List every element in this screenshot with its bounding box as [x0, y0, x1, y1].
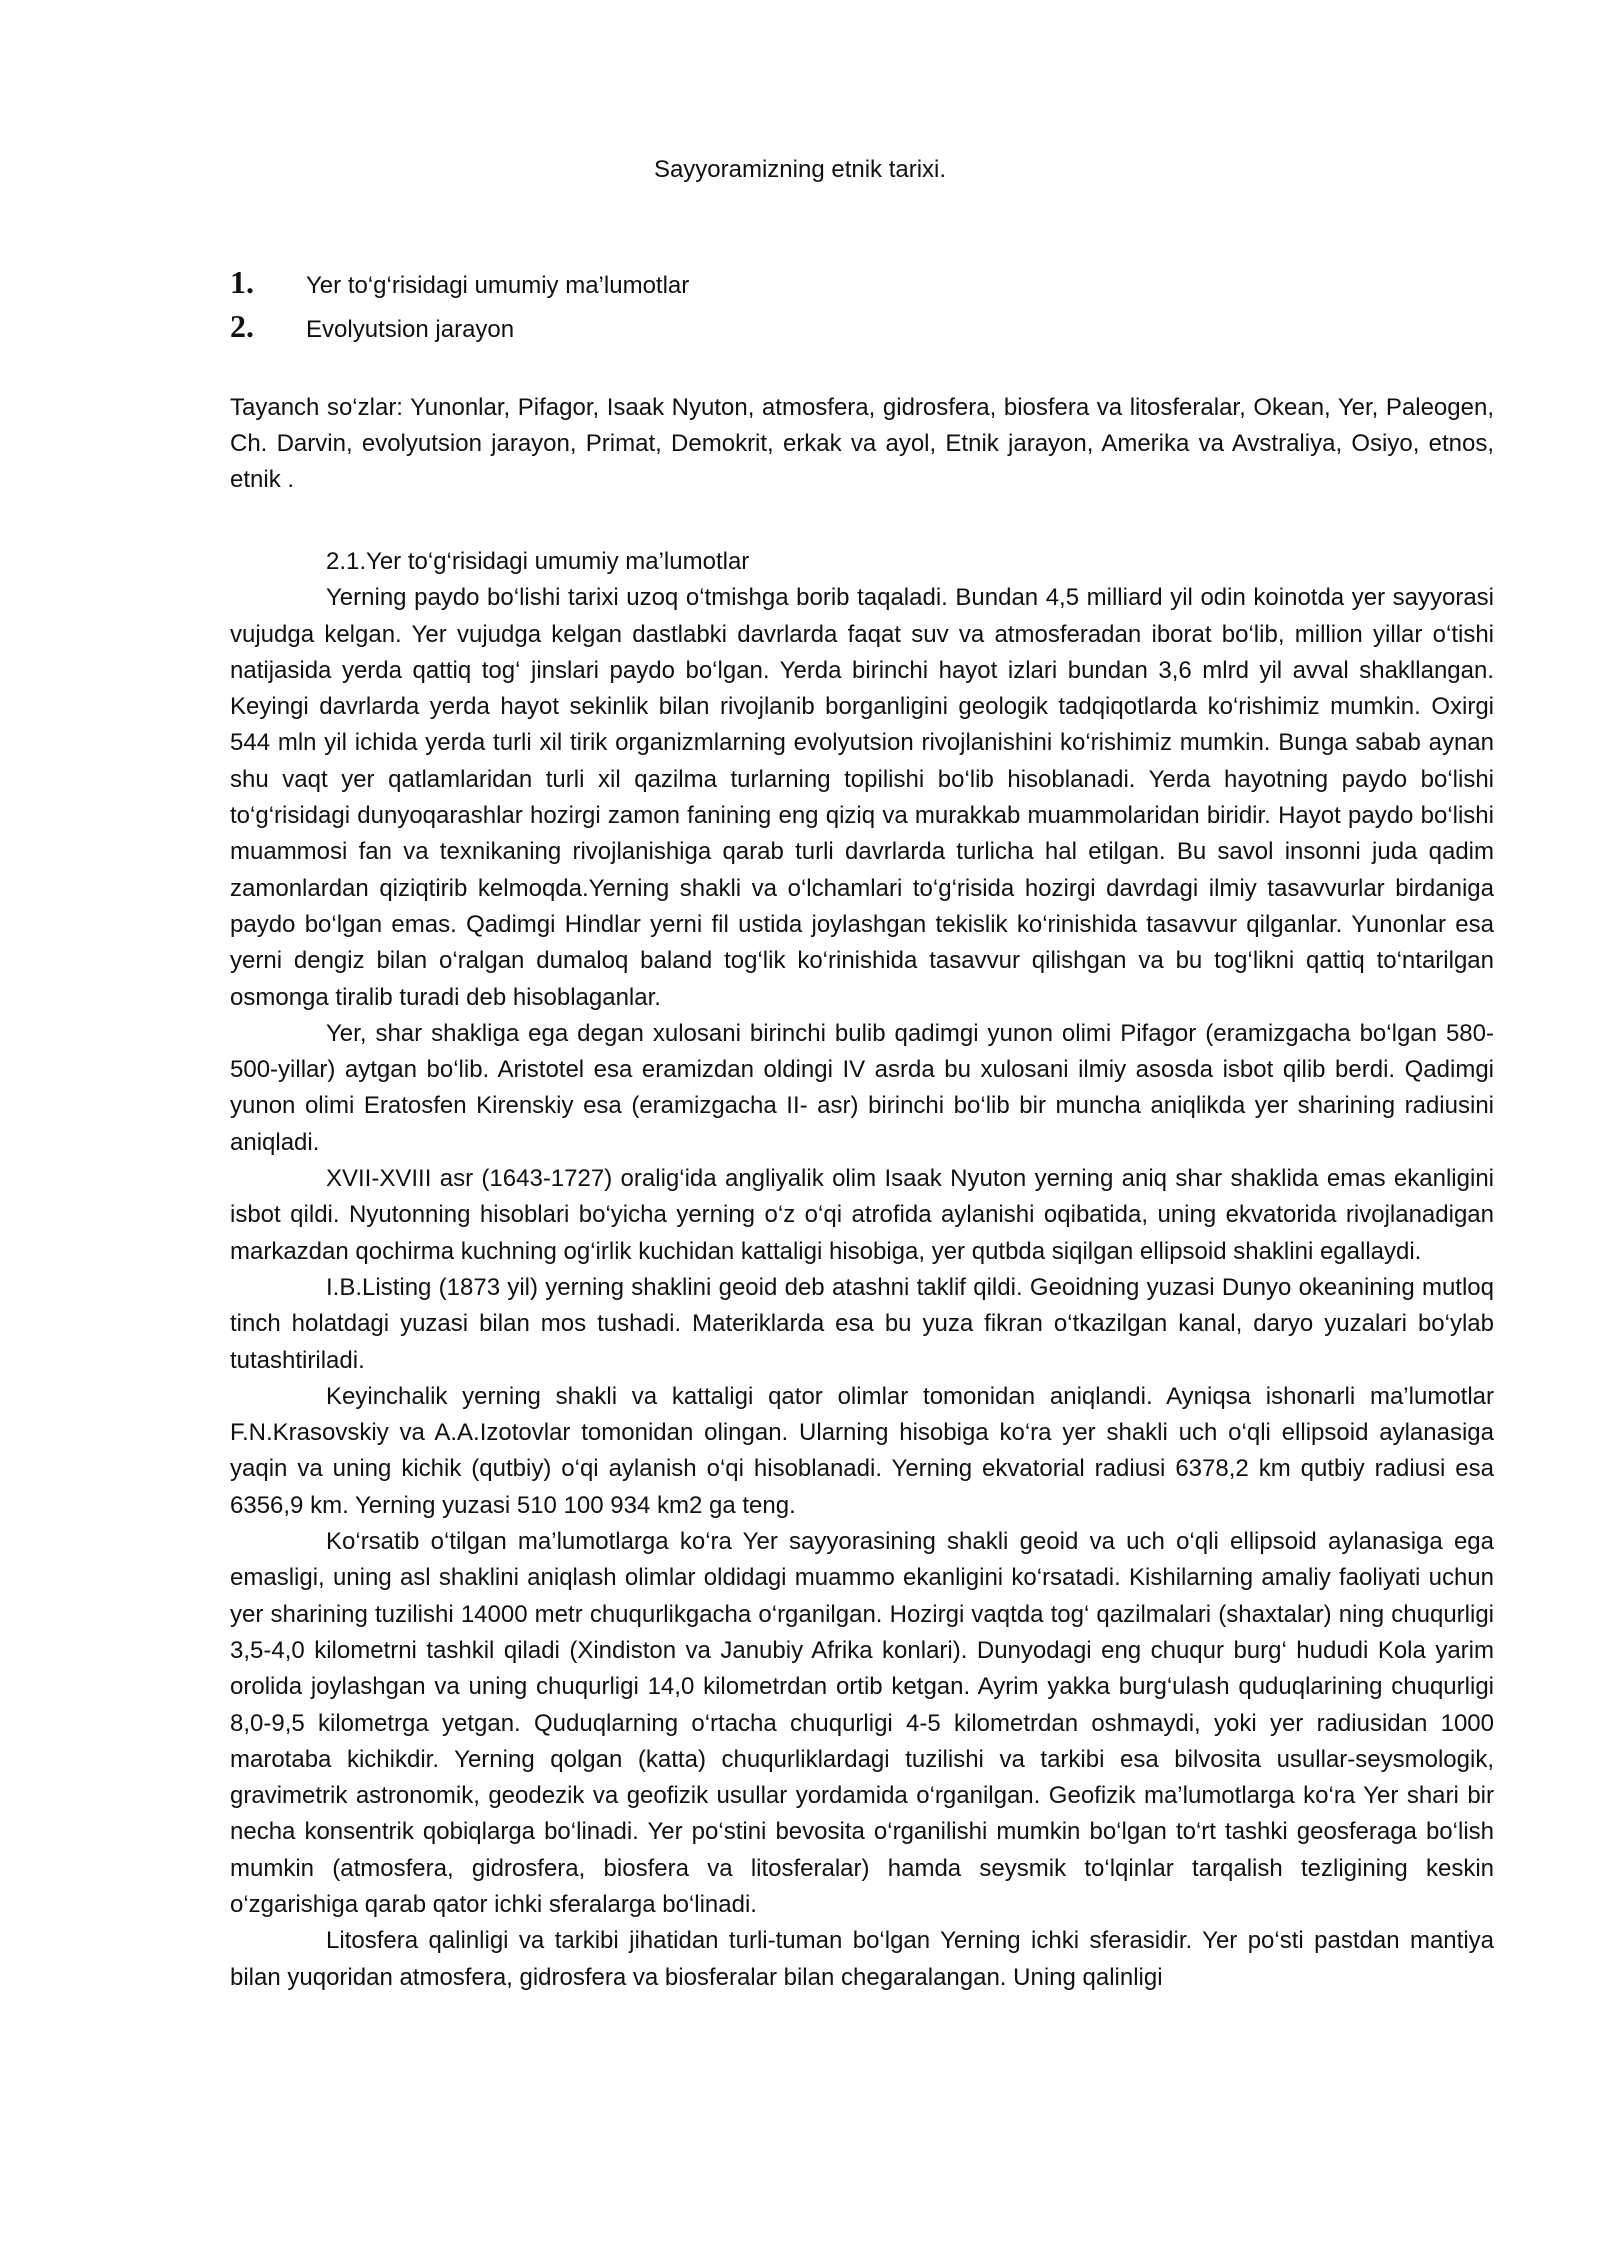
toc-item-text: Evolyutsion jarayon — [306, 316, 515, 343]
body-paragraph: Yerning paydo bo‘lishi tarixi uzoq o‘tmishga borib taqaladi. Bundan 4,5 milliard yil odin koinotda yer sayyorasi vujudga kelgan. Yer vujudga kelgan dastlabki davrlarda faqat suv va atmosferadan iborat bo‘lib, million yillar o‘tishi natijasida yerda qattiq tog‘ jinslari paydo bo‘lgan. Yerda birinchi hayot izlari bundan 3,6 mlrd yil avval shakllangan. Keyingi davrlarda yerda hayot sekinlik bilan rivojlanib borganligini geologik tadqiqotlarda ko‘rishimiz mumkin. Oxirgi 544 mln yil ichida yerda turli xil tirik organizmlarning evolyutsion rivojlanishini ko‘rishimiz mumkin. Bunga sabab aynan shu vaqt yer qatlamlaridan turli xil qazilma turlarning topilishi bo‘lib hisoblanadi. Yerda hayotning paydo bo‘lishi to‘g‘risidagi dunyoqarashlar hozirgi zamon fanining eng qiziq va murakkab muammolaridan biridir. Hayot paydo bo‘lishi muammosi fan va texnikaning rivojlanishiga qarab turli davrlarda turlicha hal etilgan. Bu savol insonni juda qadim zamonlardan qiziqtirib kelmoqda.Yerning shakli va o‘lchamlari to‘g‘risida hozirgi davrdagi ilmiy tasavvurlar birdaniga paydo bo‘lgan emas. Qadimgi Hindlar yerni fil ustida joylashgan tekislik ko‘rinishida tasavvur qilganlar. Yunonlar esa yerni dengiz bilan o‘ralgan dumaloq baland tog‘lik ko‘rinishida tasavvur qilishgan va bu tog‘likni qattiq to‘ntarilgan osmonga tiralib turadi deb hisoblaganlar. — [230, 584, 1494, 1011]
toc-item — [230, 264, 1430, 308]
body-paragraph: XVII-XVIII asr (1643-1727) oralig‘ida angliyalik olim Isaak Nyuton yerning aniq shar shaklida emas ekanligini isbot qildi. Nyutonning hisoblari bo‘yicha yerning o‘z o‘qi atrofida aylanishi oqibatida, uning ekvatorida rivojlanadigan markazdan qochirma kuchning og‘irlik kuchidan kattaligi hisobiga, yer qutbda siqilgan ellipsoid shaklini egallaydi. — [230, 1165, 1494, 1265]
body-paragraph: Ko‘rsatib o‘tilgan ma’lumotlarga ko‘ra Yer sayyorasining shakli geoid va uch o‘qli ellipsoid aylanasiga ega emasligi, uning asl shaklini aniqlash olimlar oldidagi muammo ekanligini ko‘rsatadi. Kishilarning amaliy faoliyati uchun yer sharining tuzilishi 14000 metr chuqurlikgacha o‘rganilgan. Hozirgi vaqtda tog‘ qazilmalari (shaxtalar) ning chuqurligi 3,5-4,0 kilometrni tashkil qiladi (Xindiston va Janubiy Afrika konlari). Dunyodagi eng chuqur burg‘ hududi Kola yarim orolida joylashgan va uning chuqurligi 14,0 kilometrdan ortib ketgan. Ayrim yakka burg‘ulash quduqlarining chuqurligi 8,0-9,5 kilometrga yetgan. Quduqlarning o‘rtacha chuqurligi 4-5 kilometrdan oshmaydi, yoki yer radiusidan 1000 marotaba kichikdir. Yerning qolgan (katta) chuqurliklardagi tuzilishi va tarkibi esa bilvosita usullar-seysmologik, gravimetrik astronomik, geodezik va geofizik usullar yordamida o‘rganilgan. Geofizik ma’lumotlarga ko‘ra Yer shari bir necha konsentrik qobiqlarga bo‘linadi. Yer po‘stini bevosita o‘rganilishi mumkin bo‘lgan to‘rt tashki geosferaga bo‘lish mumkin (atmosfera, gidrosfera, biosfera va litosferalar) hamda seysmik to‘lqinlar tarqalish tezligining keskin o‘zgarishiga qarab qator ichki sferalarga bo‘linadi. — [230, 1528, 1494, 1918]
toc-item-number: 2. — [230, 308, 254, 344]
table-of-contents — [230, 264, 1430, 352]
body-paragraph: Yer, shar shakliga ega degan xulosani birinchi bulib qadimgi yunon olimi Pifagor (eramizgacha bo‘lgan 580-500-yillar) aytgan bo‘lib. Aristotel esa eramizdan oldingi IV asrda bu xulosani ilmiy asosda isbot qilib berdi. Qadimgi yunon olimi Eratosfen Kirenskiy esa (eramizgacha II- asr) birinchi bo‘lib bir muncha aniqlikda yer sharining radiusini aniqladi. — [230, 1019, 1494, 1156]
toc-item-text: Yer to‘g‘risidagi umumiy ma’lumotlar — [306, 272, 690, 299]
body-paragraph: Keyinchalik yerning shakli va kattaligi qator olimlar tomonidan aniqlandi. Ayniqsa ishonarli ma’lumotlar F.N.Krasovskiy va A.A.Izotovlar tomonidan olingan. Ularning hisobiga ko‘ra yer shakli uch o‘qli ellipsoid aylanasiga yaqin va uning kichik (qutbiy) o‘qi aylanish o‘qi hisoblanadi. Yerning ekvatorial radiusi 6378,2 km qutbiy radiusi esa 6356,9 km. Yerning yuzasi 510 100 934 km2 ga teng. — [230, 1382, 1494, 1519]
body-paragraph: I.B.Listing (1873 yil) yerning shaklini geoid deb atashni taklif qildi. Geoidning yuzasi Dunyo okeanining mutloq tinch holatdagi yuzasi bilan mos tushadi. Materiklarda esa bu yuza fikran o‘tkazilgan kanal, daryo yuzalari bo‘ylab tutashtiriladi. — [230, 1273, 1494, 1374]
body-paragraph: Litosfera qalinligi va tarkibi jihatidan turli-tuman bo‘lgan Yerning ichki sferasidir. Yer po‘sti pastdan mantiya bilan yuqoridan atmosfera, gidrosfera va biosferalar bilan chegaralangan. Uning qalinligi — [230, 1927, 1494, 1991]
page-title: Sayyoramizning etnik tarixi. — [653, 156, 947, 183]
toc-item-number: 1. — [230, 264, 254, 300]
section-heading: 2.1.Yer to‘g‘risidagi umumiy ma’lumotlar — [326, 548, 750, 575]
keywords-paragraph: Tayanch so‘zlar: Yunonlar, Pifagor, Isaak Nyuton, atmosfera, gidrosfera, biosfera va litosferalar, Okean, Yer, Paleogen, Ch. Darvin, evolyutsion jarayon, Primat, Demokrit, erkak va ayol, Etnik jarayon, Amerika va Avstraliya, Osiyo, etnos, etnik . — [230, 394, 1494, 493]
toc-item — [230, 308, 1430, 352]
section-body — [230, 544, 1494, 1996]
